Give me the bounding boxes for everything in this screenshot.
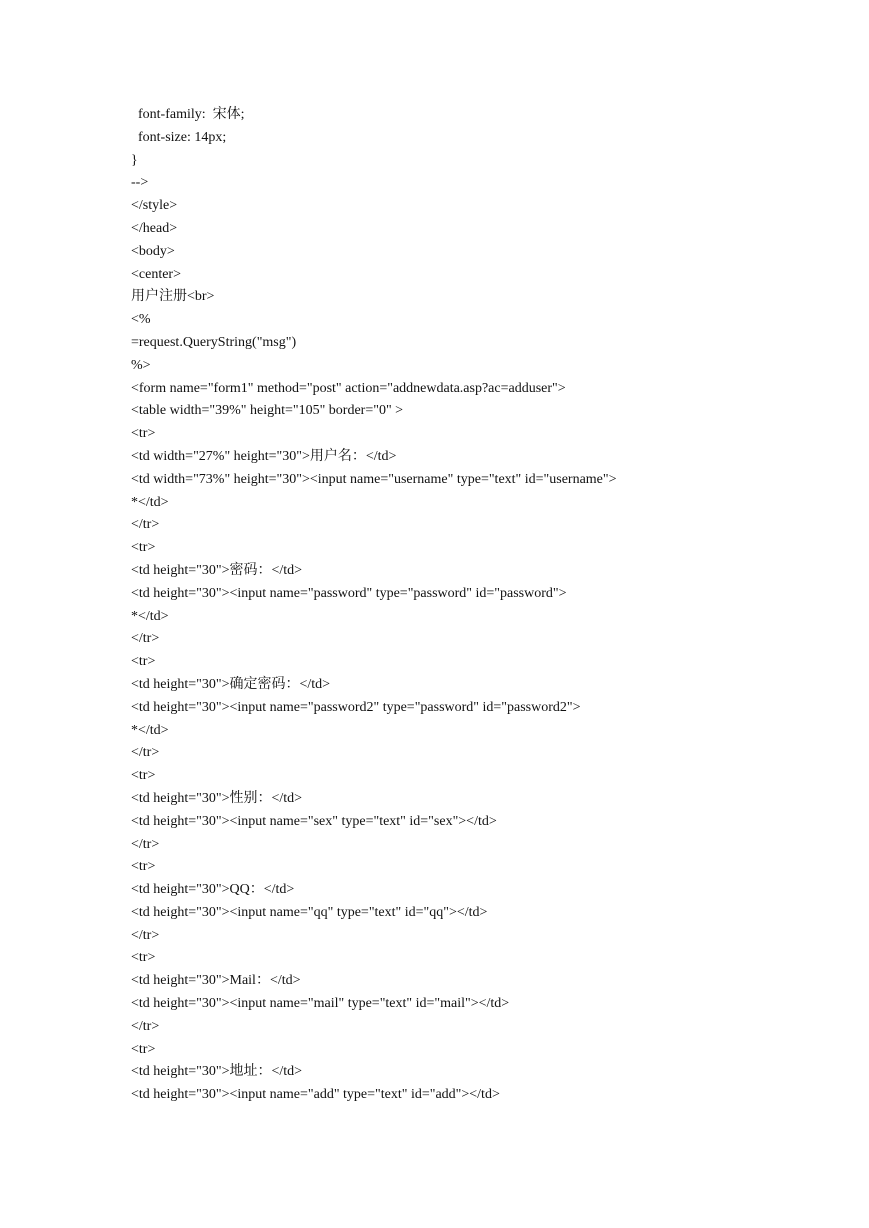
code-line: </style> (131, 198, 178, 214)
code-line: </tr> (131, 1018, 160, 1034)
code-line: <tr> (131, 950, 156, 966)
code-line: <td height="30">性别：</td> (131, 790, 303, 806)
code-line: <td height="30"><input name="qq" type="text" id="qq"></td> (131, 904, 488, 920)
code-line: font-family: 宋体; (131, 107, 245, 122)
code-line: <body> (131, 243, 175, 259)
code-line: <td height="30">确定密码：</td> (131, 676, 331, 692)
code-listing (131, 104, 617, 1107)
code-line: </head> (131, 220, 178, 236)
code-line: <td height="30">QQ：</td> (131, 882, 295, 898)
code-line: <tr> (131, 1041, 156, 1057)
code-line: font-size: 14px; (131, 129, 227, 145)
code-line: <td width="73%" height="30"><input name="username" type="text" id="username"> (131, 471, 617, 487)
code-line: <td height="30"><input name="sex" type="text" id="sex"></td> (131, 813, 497, 829)
code-line: =request.QueryString("msg") (131, 334, 297, 350)
code-line: <table width="39%" height="105" border="0" > (131, 403, 404, 419)
code-line: } (131, 152, 138, 168)
code-line: <tr> (131, 654, 156, 670)
code-line: *</td> (131, 494, 169, 510)
code-line: <td height="30">Mail：</td> (131, 973, 301, 989)
code-line: <td height="30"><input name="password" type="password" id="password"> (131, 585, 567, 601)
code-line: <tr> (131, 768, 156, 784)
code-line: </tr> (131, 836, 160, 852)
code-line: <td height="30"><input name="password2" type="password" id="password2"> (131, 699, 581, 715)
code-line: %> (131, 357, 151, 373)
code-line: *</td> (131, 608, 169, 624)
code-line: <td height="30">密码：</td> (131, 562, 303, 578)
code-line: <% (131, 312, 151, 328)
code-line: <center> (131, 266, 181, 282)
code-line: *</td> (131, 722, 169, 738)
code-line: <tr> (131, 540, 156, 556)
code-line: <tr> (131, 426, 156, 442)
code-line: </tr> (131, 631, 160, 647)
code-line: 用户注册<br> (131, 289, 215, 305)
code-line: <td height="30"><input name="mail" type="text" id="mail"></td> (131, 996, 510, 1012)
code-line: <td height="30">地址：</td> (131, 1064, 303, 1080)
code-line: <td height="30"><input name="add" type="text" id="add"></td> (131, 1087, 500, 1103)
code-line: --> (131, 175, 149, 191)
code-line: <td width="27%" height="30">用户名：</td> (131, 448, 397, 464)
code-line: <tr> (131, 859, 156, 875)
code-line: </tr> (131, 745, 160, 761)
code-line: </tr> (131, 517, 160, 533)
code-line: <form name="form1" method="post" action="addnewdata.asp?ac=adduser"> (131, 380, 566, 396)
code-line: </tr> (131, 927, 160, 943)
